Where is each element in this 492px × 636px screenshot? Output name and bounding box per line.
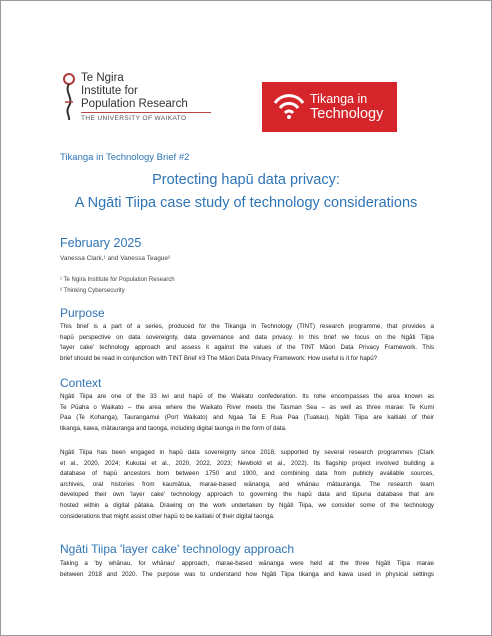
purpose-line: hapū perspective on data sovereignty, data governance and data privacy. In this brief we focus on the Ngāti Tiipa <box>60 333 434 341</box>
tikanga-in-technology-logo <box>262 82 397 132</box>
purpose-line: brief should be read in conjunction with TINT Brief #3 The Māori Data Privacy Framework: How useful is it for hapū? <box>60 354 378 362</box>
paragraph-purpose <box>60 322 434 364</box>
te-ngira-logo <box>57 68 217 138</box>
title-line1: Protecting hapū data privacy: <box>152 172 340 188</box>
heading-layer-cake: Ngāti Tiipa 'layer cake' technology approach <box>60 542 295 556</box>
brief-label: Tikanga in Technology Brief #2 <box>60 152 190 163</box>
affiliation-1: ¹ Te Ngira Institute for Population Research <box>60 277 175 283</box>
paragraph-context-1 <box>60 392 434 434</box>
logo-left-university: THE UNIVERSITY OF WAIKATO <box>81 115 187 122</box>
context-line: considerations that might assist other hapū to be kaitiaki of their digital taonga. <box>60 512 275 520</box>
context-line: et al., 2020, 2024; Kukutai et al., 2020, 2022, 2023; Newbold et al., 2022). Its flagship project involved building a <box>60 459 434 467</box>
context-line: Ngāti Tiipa has been engaged in hapū data sovereignty since 2018, supported by several research programmes (Clark <box>60 449 434 456</box>
purpose-line: This brief is a part of a series, produced for the Tikanga in Technology (TINT) research programme, that provides a <box>60 323 434 330</box>
wifi-signal-icon <box>272 91 306 121</box>
context-line: database of hapū ancestors born between 1750 and 1900, and combining data from publicly available sources, <box>60 470 434 478</box>
logo-left-divider <box>81 112 211 113</box>
context-line: tikanga, kawa, mātauranga and taonga, including digital taonga in the form of data. <box>60 424 287 432</box>
publication-date: February 2025 <box>60 236 142 250</box>
context-line: developed their own 'layer cake' technology approach to governing the hapū data and tūpuna database that are <box>60 491 434 499</box>
context-line: archives, oral histories from kaumātua, marae-based wānanga, and whānau mātauranga. The research team <box>60 480 434 488</box>
logo-left-line2: Institute for <box>81 85 138 97</box>
logo-right-line1: Tikanga in <box>310 92 368 106</box>
context-line: hosted within a digital pātaka. Drawing on the work undertaken by Ngāti Tiipa, we consider some of the technology <box>60 501 434 509</box>
logo-left-line3: Population Research <box>81 98 188 110</box>
paragraph-layer-cake <box>60 559 434 580</box>
context-line: Te Pūaha o Waikato – the area where the Waikato River meets the Tasman Sea – as well as three marae: Te Kumi <box>60 403 434 411</box>
layer-cake-line: between 2018 and 2020. The purpose was to understand how Ngāti Tiipa tikanga and kawa used in physical settings <box>60 570 434 578</box>
purpose-line: 'layer cake' technology approach and assess it against the values of the TINT Māori Data Privacy Framework. This <box>60 344 434 352</box>
logo-left-line1: Te Ngira <box>81 72 124 84</box>
title-line2: A Ngāti Tiipa case study of technology considerations <box>74 195 418 211</box>
context-line: Ngāti Tiipa are one of the 33 iwi and hapū of the Waikato confederation. Its rohe encompasses the area known as <box>60 393 434 400</box>
layer-cake-line: Taking a 'by whānau, for whānau' approach, marae-based wānanga were held at the three Ngāti Tiipa marae <box>60 560 434 567</box>
te-ngira-needle-icon <box>61 72 77 122</box>
paragraph-context-2 <box>60 448 434 522</box>
context-line: Paa (Te Kohanga), Taurangamui (Port Waikato) and Ngaa Tai E Rua Paa (Tuakau). Ngāti Tiipa are kaitiaki of their <box>60 414 434 422</box>
affiliation-2: ² Thinking Cybersecurity <box>60 288 125 294</box>
heading-context: Context <box>60 376 102 390</box>
logo-right-line2: Technology <box>310 106 384 122</box>
heading-purpose: Purpose <box>60 306 105 320</box>
authors: Vanessa Clark,¹ and Vanessa Teague² <box>60 255 171 262</box>
